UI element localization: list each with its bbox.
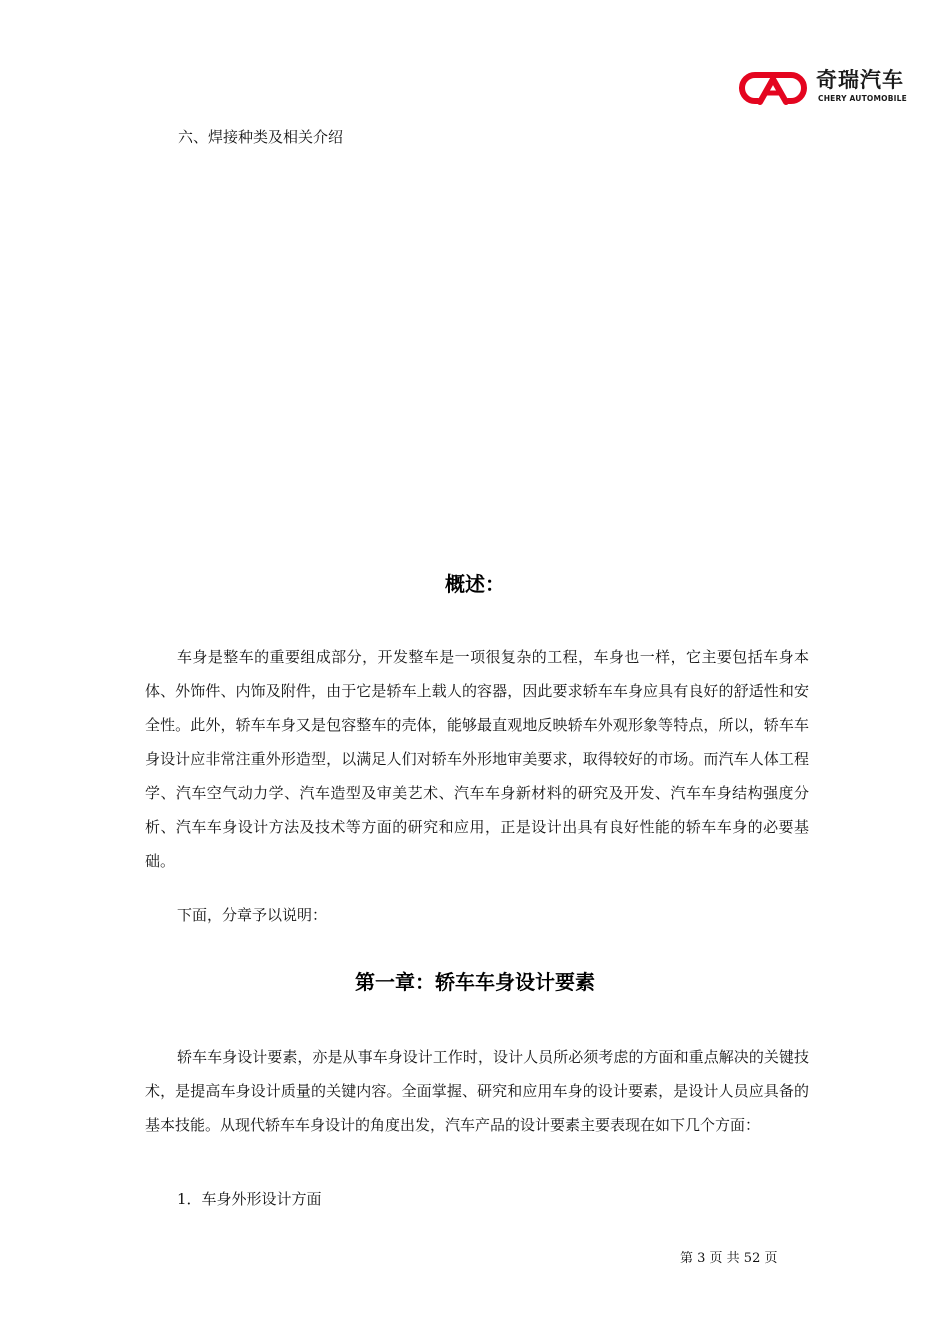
chapter1-paragraph: 轿车车身设计要素，亦是从事车身设计工作时，设计人员所必须考虑的方面和重点解决的关键技术，是提高车身设计质量的关键内容。全面掌握、研究和应用车身的设计要素，是设计人员应具备的基本技能。从现代轿车车身设计的角度出发，汽车产品的设计要素主要表现在如下几个方面： [145, 1048, 809, 1134]
overview-heading: 概述： [445, 572, 505, 596]
list-item-1: 1．车身外形设计方面 [177, 1190, 322, 1208]
page-number: 第 3 页 共 52 页 [680, 1251, 778, 1266]
toc-item-6: 六、焊接种类及相关介绍 [178, 128, 344, 146]
logo-chinese-text: 奇瑞汽车 [816, 68, 904, 92]
logo-english-text: CHERY AUTOMOBILE [818, 94, 907, 103]
chapter1-heading: 第一章：轿车车身设计要素 [355, 970, 595, 994]
chery-logo-icon [736, 70, 810, 106]
transition-text: 下面，分章予以说明： [177, 906, 328, 924]
brand-logo [736, 66, 907, 110]
overview-paragraph: 车身是整车的重要组成部分，开发整车是一项很复杂的工程，车身也一样，它主要包括车身本体、外饰件、内饰及附件，由于它是轿车上载人的容器，因此要求轿车车身应具有良好的舒适性和安全性。此外，轿车车身又是包容整车的壳体，能够最直观地反映轿车外观形象等特点，所以，轿车车身设计应非常注重外形造型，以满足人们对轿车外形地审美要求，取得较好的市场。而汽车人体工程学、汽车空气动力学、汽车造型及审美艺术、汽车车身新材料的研究及开发、汽车车身结构强度分析、汽车车身设计方法及技术等方面的研究和应用，正是设计出具有良好性能的轿车车身的必要基础。 [145, 648, 809, 870]
